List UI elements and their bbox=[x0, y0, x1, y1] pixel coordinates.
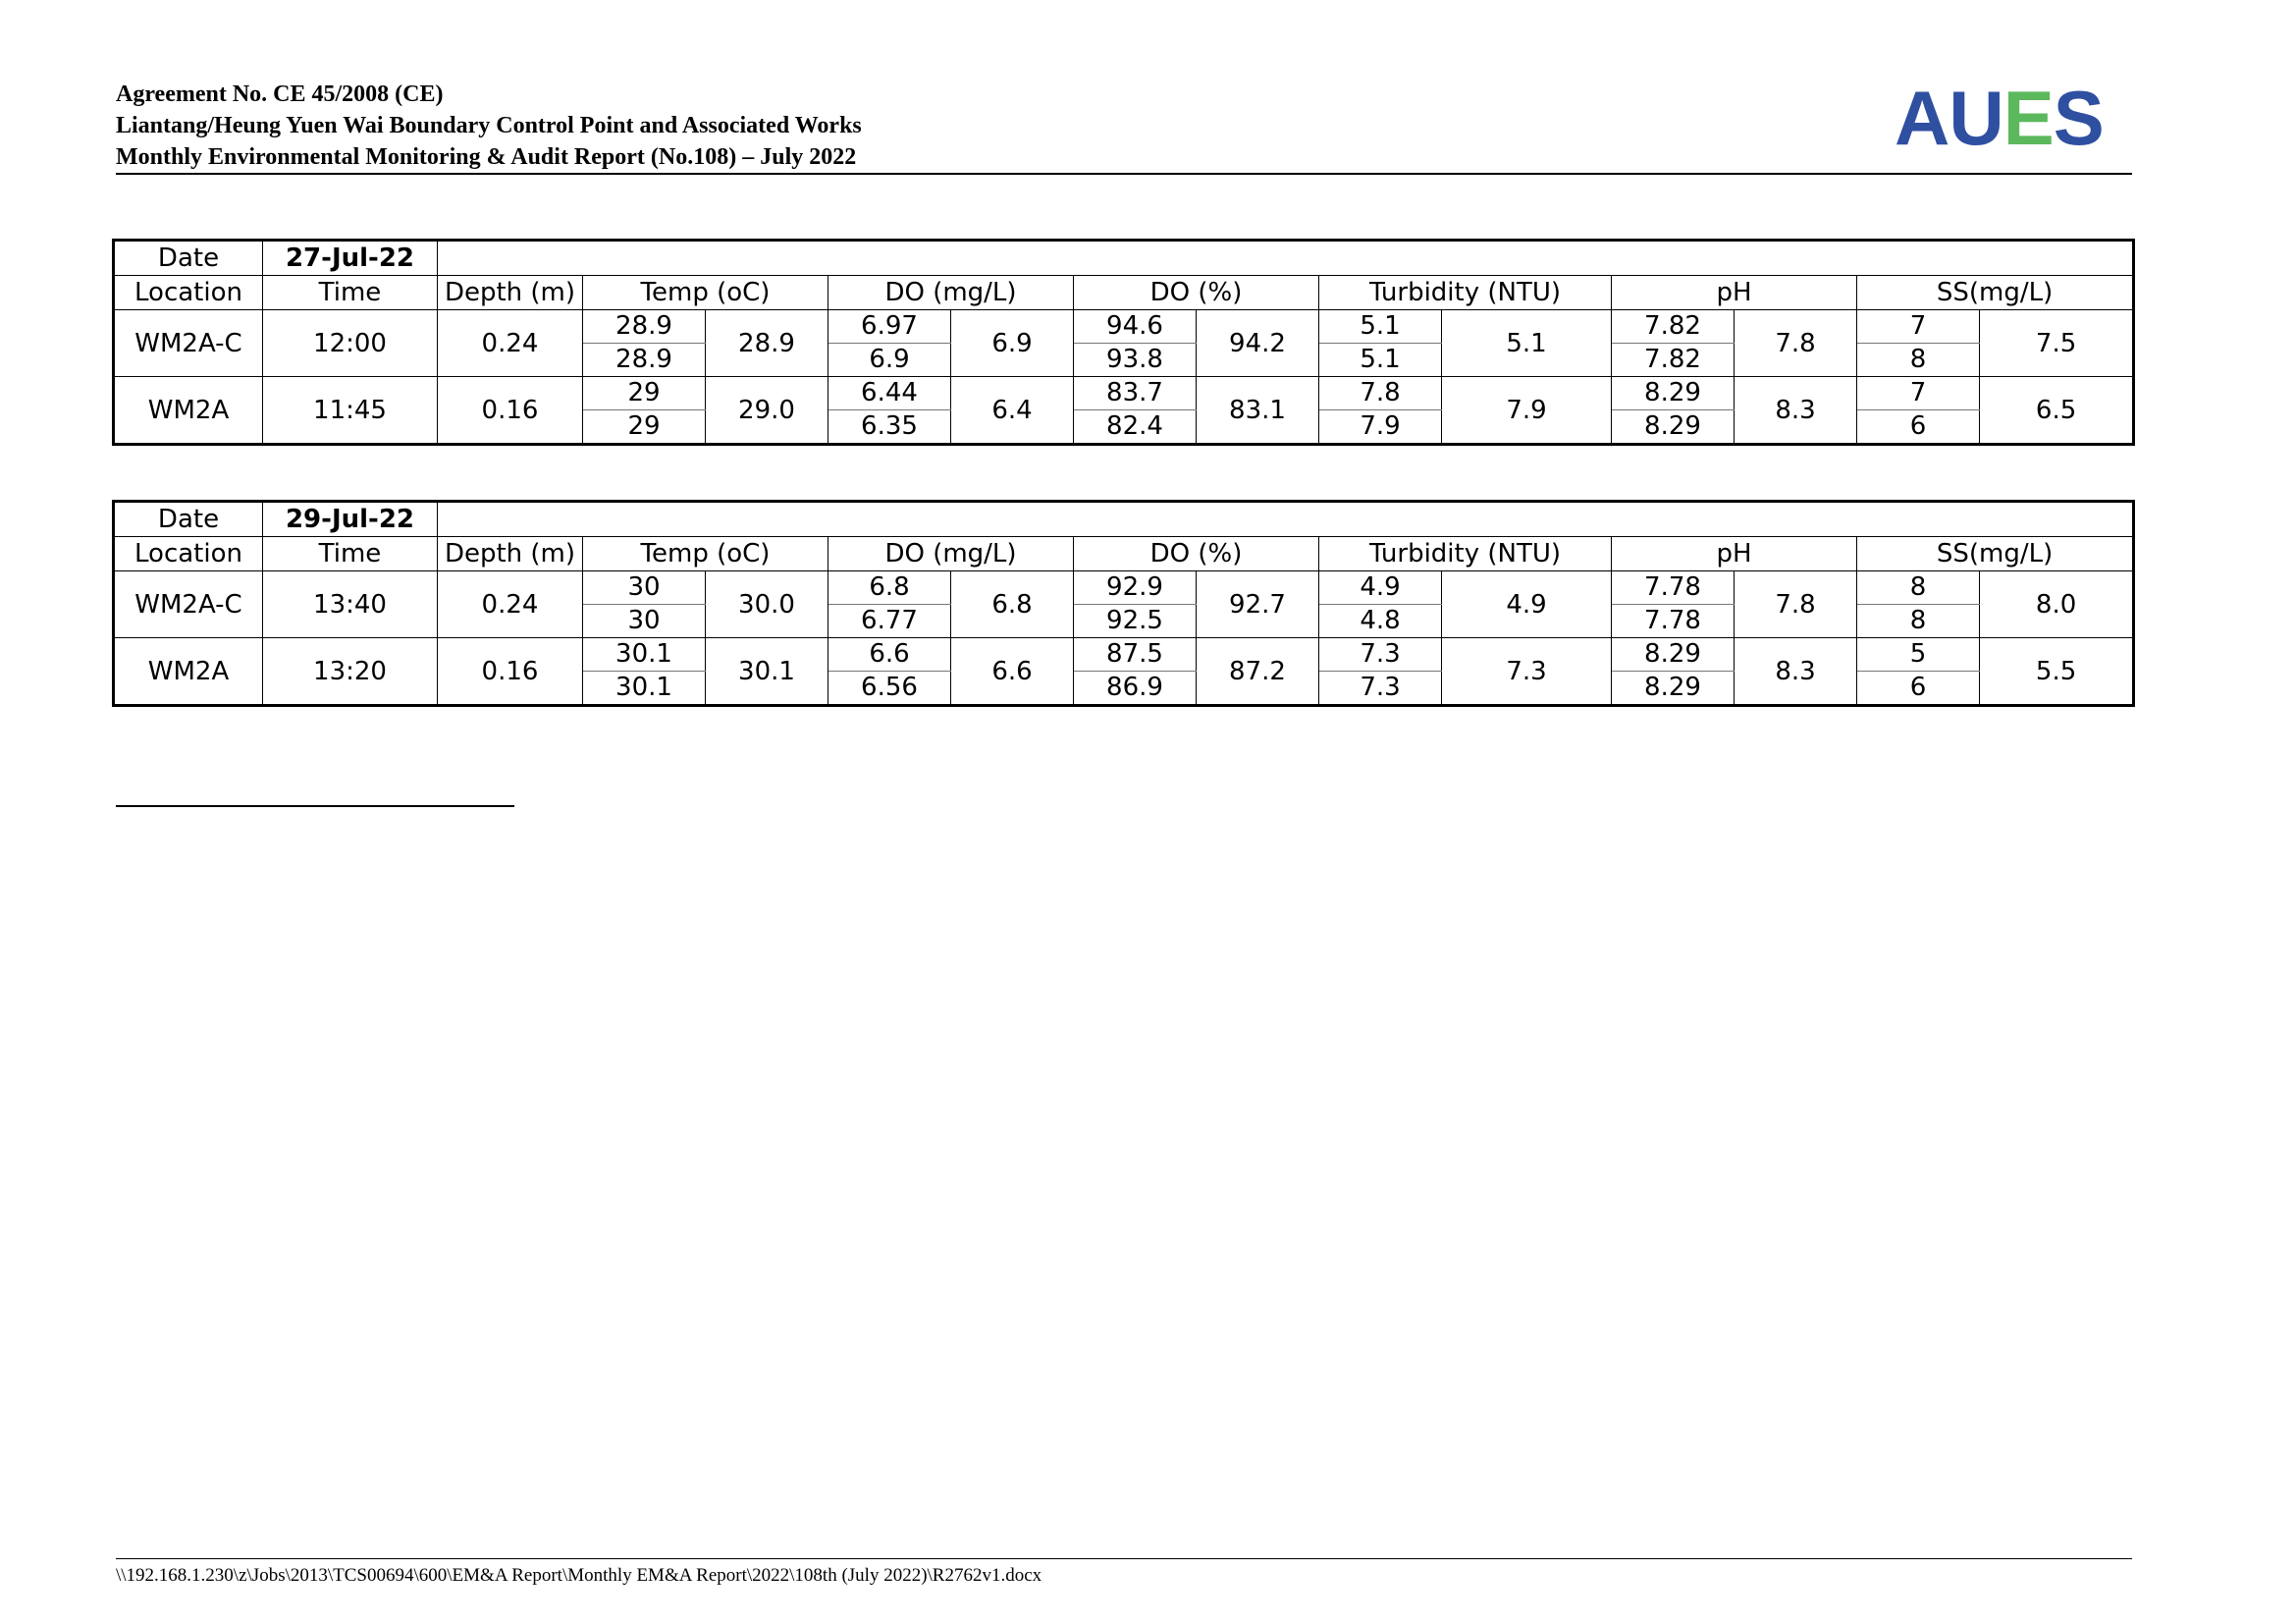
turbidity-average: 7.9 bbox=[1442, 377, 1612, 445]
temp-reading-2: 29 bbox=[583, 410, 706, 445]
do-mgl-average: 6.4 bbox=[951, 377, 1074, 445]
turbidity-reading-1: 5.1 bbox=[1319, 310, 1442, 344]
do-pct-reading-1: 83.7 bbox=[1074, 377, 1197, 410]
turbidity-reading-2: 7.9 bbox=[1319, 410, 1442, 445]
ss-reading-2: 6 bbox=[1857, 672, 1980, 706]
do-mgl-header: DO (mg/L) bbox=[828, 537, 1074, 571]
do-mgl-header: DO (mg/L) bbox=[828, 276, 1074, 310]
turbidity-header: Turbidity (NTU) bbox=[1319, 537, 1612, 571]
ss-header: SS(mg/L) bbox=[1857, 537, 2134, 571]
date-label: Date bbox=[114, 241, 263, 276]
do-pct-reading-2: 86.9 bbox=[1074, 672, 1197, 706]
ph-header: pH bbox=[1612, 276, 1857, 310]
do-mgl-reading-2: 6.56 bbox=[828, 672, 951, 706]
time-cell: 11:45 bbox=[263, 377, 438, 445]
do-pct-reading-1: 87.5 bbox=[1074, 638, 1197, 672]
time-cell: 13:40 bbox=[263, 571, 438, 638]
ph-reading-1: 7.78 bbox=[1612, 571, 1735, 605]
logo-letter-a: A bbox=[1895, 75, 1949, 161]
report-title: Monthly Environmental Monitoring & Audit Report (No.108) – July 2022 bbox=[116, 144, 857, 170]
do-mgl-reading-1: 6.8 bbox=[828, 571, 951, 605]
do-mgl-average: 6.9 bbox=[951, 310, 1074, 377]
do-pct-header: DO (%) bbox=[1074, 537, 1319, 571]
ss-average: 5.5 bbox=[1980, 638, 2134, 706]
do-mgl-average: 6.6 bbox=[951, 638, 1074, 706]
date-row-blank bbox=[438, 241, 2134, 276]
turbidity-average: 4.9 bbox=[1442, 571, 1612, 638]
ss-header: SS(mg/L) bbox=[1857, 276, 2134, 310]
ph-reading-1: 8.29 bbox=[1612, 638, 1735, 672]
temp-average: 29.0 bbox=[706, 377, 828, 445]
date-label: Date bbox=[114, 502, 263, 537]
water-quality-table-27-jul bbox=[112, 239, 2135, 446]
ss-reading-2: 8 bbox=[1857, 344, 1980, 377]
do-pct-average: 94.2 bbox=[1197, 310, 1319, 377]
ph-average: 8.3 bbox=[1735, 638, 1857, 706]
do-mgl-reading-2: 6.77 bbox=[828, 605, 951, 638]
temp-reading-1: 28.9 bbox=[583, 310, 706, 344]
temp-reading-2: 30 bbox=[583, 605, 706, 638]
turbidity-header: Turbidity (NTU) bbox=[1319, 276, 1612, 310]
turbidity-reading-2: 7.3 bbox=[1319, 672, 1442, 706]
ph-reading-2: 7.78 bbox=[1612, 605, 1735, 638]
do-pct-reading-2: 82.4 bbox=[1074, 410, 1197, 445]
depth-cell: 0.24 bbox=[438, 571, 583, 638]
ph-reading-2: 8.29 bbox=[1612, 672, 1735, 706]
temp-header: Temp (oC) bbox=[583, 276, 828, 310]
ph-average: 7.8 bbox=[1735, 571, 1857, 638]
turbidity-reading-1: 7.8 bbox=[1319, 377, 1442, 410]
ph-header: pH bbox=[1612, 537, 1857, 571]
do-pct-average: 87.2 bbox=[1197, 638, 1319, 706]
date-value: 29-Jul-22 bbox=[263, 502, 438, 537]
ss-reading-1: 7 bbox=[1857, 310, 1980, 344]
temp-average: 30.1 bbox=[706, 638, 828, 706]
date-value: 27-Jul-22 bbox=[263, 241, 438, 276]
do-mgl-reading-2: 6.35 bbox=[828, 410, 951, 445]
water-quality-table-29-jul bbox=[112, 500, 2135, 707]
do-mgl-reading-2: 6.9 bbox=[828, 344, 951, 377]
table-row bbox=[114, 310, 2134, 344]
ss-reading-2: 6 bbox=[1857, 410, 1980, 445]
temp-reading-2: 30.1 bbox=[583, 672, 706, 706]
depth-cell: 0.16 bbox=[438, 377, 583, 445]
turbidity-average: 7.3 bbox=[1442, 638, 1612, 706]
time-cell: 13:20 bbox=[263, 638, 438, 706]
temp-reading-1: 30.1 bbox=[583, 638, 706, 672]
footnote-separator bbox=[116, 805, 514, 807]
do-pct-reading-2: 93.8 bbox=[1074, 344, 1197, 377]
do-mgl-average: 6.8 bbox=[951, 571, 1074, 638]
ph-average: 7.8 bbox=[1735, 310, 1857, 377]
depth-header: Depth (m) bbox=[438, 276, 583, 310]
temp-header: Temp (oC) bbox=[583, 537, 828, 571]
ss-average: 7.5 bbox=[1980, 310, 2134, 377]
footer-divider bbox=[116, 1558, 2132, 1559]
turbidity-reading-2: 5.1 bbox=[1319, 344, 1442, 377]
ph-average: 8.3 bbox=[1735, 377, 1857, 445]
time-header: Time bbox=[263, 276, 438, 310]
do-pct-average: 92.7 bbox=[1197, 571, 1319, 638]
ph-reading-1: 8.29 bbox=[1612, 377, 1735, 410]
agreement-number: Agreement No. CE 45/2008 (CE) bbox=[116, 81, 444, 107]
location-cell: WM2A-C bbox=[114, 571, 263, 638]
document-file-path: \\192.168.1.230\z\Jobs\2013\TCS00694\600\EM&A Report\Monthly EM&A Report\2022\108th (July 2022)\R2762v1.docx bbox=[116, 1565, 1042, 1586]
ss-reading-1: 7 bbox=[1857, 377, 1980, 410]
table-row bbox=[114, 571, 2134, 605]
table-row bbox=[114, 638, 2134, 672]
depth-cell: 0.24 bbox=[438, 310, 583, 377]
report-header bbox=[116, 75, 2132, 175]
do-pct-average: 83.1 bbox=[1197, 377, 1319, 445]
location-cell: WM2A bbox=[114, 377, 263, 445]
do-mgl-reading-1: 6.44 bbox=[828, 377, 951, 410]
table-row bbox=[114, 377, 2134, 410]
time-cell: 12:00 bbox=[263, 310, 438, 377]
temp-average: 30.0 bbox=[706, 571, 828, 638]
temp-reading-2: 28.9 bbox=[583, 344, 706, 377]
ph-reading-1: 7.82 bbox=[1612, 310, 1735, 344]
time-header: Time bbox=[263, 537, 438, 571]
logo-letter-u: U bbox=[1949, 75, 2003, 161]
do-pct-reading-1: 92.9 bbox=[1074, 571, 1197, 605]
turbidity-reading-1: 7.3 bbox=[1319, 638, 1442, 672]
turbidity-average: 5.1 bbox=[1442, 310, 1612, 377]
ph-reading-2: 7.82 bbox=[1612, 344, 1735, 377]
location-cell: WM2A-C bbox=[114, 310, 263, 377]
logo-letter-e: E bbox=[2002, 75, 2054, 161]
ph-reading-2: 8.29 bbox=[1612, 410, 1735, 445]
do-pct-header: DO (%) bbox=[1074, 276, 1319, 310]
logo-letter-s: S bbox=[2053, 75, 2104, 161]
project-title: Liantang/Heung Yuen Wai Boundary Control Point and Associated Works bbox=[116, 113, 862, 138]
depth-header: Depth (m) bbox=[438, 537, 583, 571]
location-cell: WM2A bbox=[114, 638, 263, 706]
ss-average: 8.0 bbox=[1980, 571, 2134, 638]
temp-reading-1: 30 bbox=[583, 571, 706, 605]
depth-cell: 0.16 bbox=[438, 638, 583, 706]
do-pct-reading-2: 92.5 bbox=[1074, 605, 1197, 638]
turbidity-reading-2: 4.8 bbox=[1319, 605, 1442, 638]
ss-average: 6.5 bbox=[1980, 377, 2134, 445]
temp-reading-1: 29 bbox=[583, 377, 706, 410]
do-mgl-reading-1: 6.97 bbox=[828, 310, 951, 344]
location-header: Location bbox=[114, 276, 263, 310]
ss-reading-2: 8 bbox=[1857, 605, 1980, 638]
do-pct-reading-1: 94.6 bbox=[1074, 310, 1197, 344]
ss-reading-1: 5 bbox=[1857, 638, 1980, 672]
aues-logo bbox=[1895, 75, 2104, 161]
ss-reading-1: 8 bbox=[1857, 571, 1980, 605]
turbidity-reading-1: 4.9 bbox=[1319, 571, 1442, 605]
date-row-blank bbox=[438, 502, 2134, 537]
do-mgl-reading-1: 6.6 bbox=[828, 638, 951, 672]
location-header: Location bbox=[114, 537, 263, 571]
temp-average: 28.9 bbox=[706, 310, 828, 377]
